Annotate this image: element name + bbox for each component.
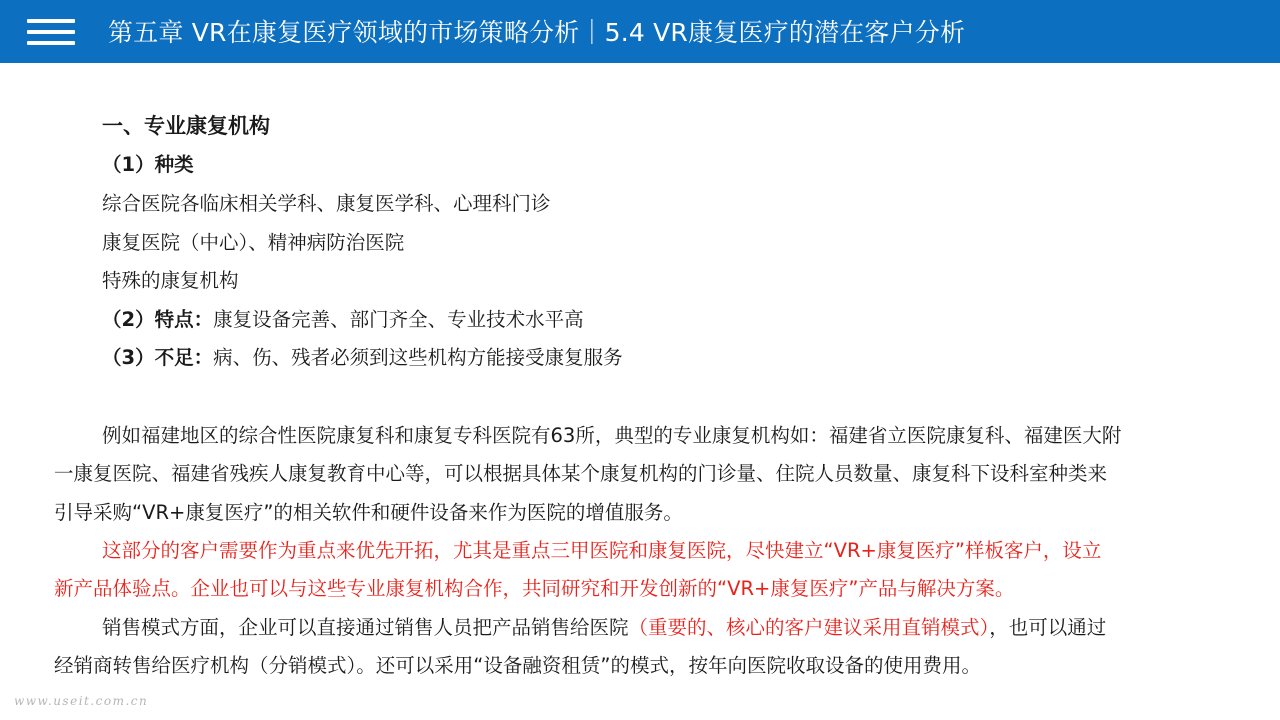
- paragraph-line: 例如福建地区的综合性医院康复科和康复专科医院有63所，典型的专业康复机构如：福建省立医院康复科、福建医大附: [102, 424, 1122, 447]
- page-title: 第五章 VR在康复医疗领域的市场策略分析｜5.4 VR康复医疗的潜在客户分析: [108, 18, 966, 47]
- paragraph-line: 一康复医院、福建省残疾人康复教育中心等，可以根据具体某个康复机构的门诊量、住院人员数量、康复科下设科室种类来: [54, 462, 1108, 485]
- shortage-text: 病、伤、残者必须到这些机构方能接受康复服务: [213, 346, 623, 369]
- features-label: （2）特点：: [102, 308, 214, 331]
- watermark: www.useit.com.cn: [14, 694, 149, 708]
- type-item: 综合医院各临床相关学科、康复医学科、心理科门诊: [102, 192, 551, 215]
- features-line: [102, 307, 584, 333]
- section-heading: 一、专业康复机构: [102, 114, 270, 138]
- highlight-line: 新产品体验点。企业也可以与这些专业康复机构合作，共同研究和开发创新的“VR+康复医疗”产品与解决方案。: [54, 577, 1015, 600]
- sales-mode-line: [102, 615, 1106, 641]
- paragraph-line: 引导采购“VR+康复医疗”的相关软件和硬件设备来作为医院的增值服务。: [54, 501, 683, 524]
- shortage-label: （3）不足：: [102, 346, 214, 369]
- features-text: 康复设备完善、部门齐全、专业技术水平高: [213, 308, 584, 331]
- sales-text-end: ，也可以通过: [989, 616, 1107, 639]
- highlight-line: 这部分的客户需要作为重点来优先开拓，尤其是重点三甲医院和康复医院，尽快建立“VR+康复医疗”样板客户，设立: [102, 539, 1102, 562]
- hamburger-menu-icon[interactable]: [27, 19, 75, 45]
- paragraph-line: 经销商转售给医疗机构（分销模式）。还可以采用“设备融资租赁”的模式，按年向医院收取设备的使用费用。: [54, 654, 981, 677]
- title-bar: [0, 0, 1280, 63]
- type-item: 特殊的康复机构: [102, 269, 239, 292]
- direct-sales-note: （重要的、核心的客户建议采用直销模式）: [628, 616, 990, 639]
- sales-text: 销售模式方面，企业可以直接通过销售人员把产品销售给医院: [102, 616, 629, 639]
- types-label: （1）种类: [102, 153, 194, 176]
- shortage-line: [102, 345, 623, 371]
- type-item: 康复医院（中心）、精神病防治医院: [102, 231, 405, 254]
